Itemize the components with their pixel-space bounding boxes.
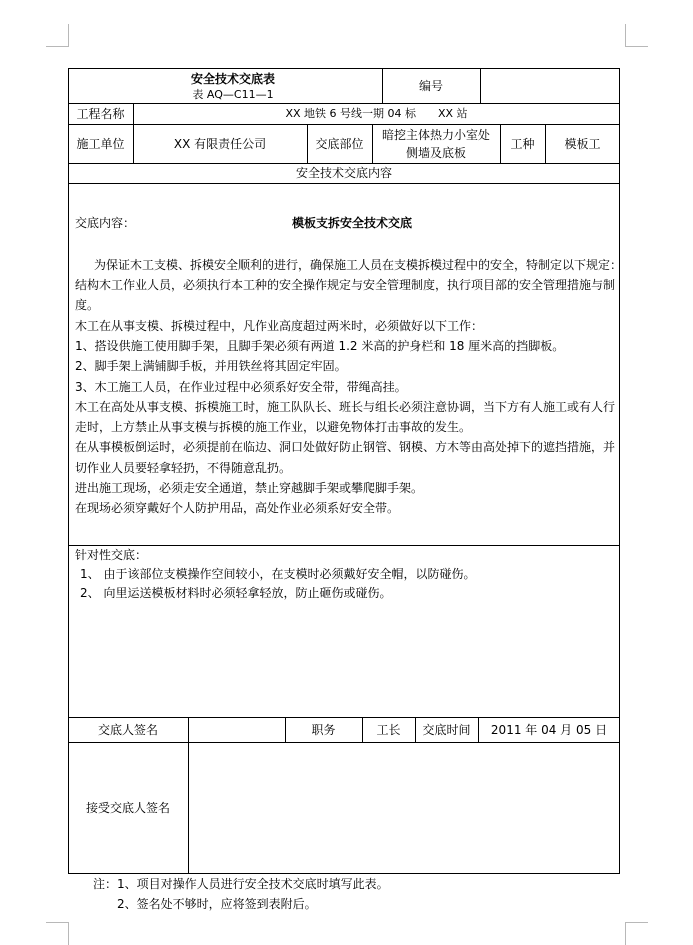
form-title: 安全技术交底表 bbox=[190, 72, 275, 86]
row-divider bbox=[68, 545, 620, 546]
unit-label: 施工单位 bbox=[76, 137, 125, 151]
note-line-1: 注：1、项目对操作人员进行安全技术交底时填写此表。 bbox=[93, 877, 389, 891]
content-line: 2、脚手架上满铺脚手板，并用铁丝将其固定牢固。 bbox=[75, 359, 347, 373]
crop-mark-top-left bbox=[46, 24, 69, 47]
row-divider bbox=[68, 163, 620, 164]
col-divider bbox=[480, 68, 481, 103]
content-line: 在从事模板倒运时，必须提前在临边、洞口处做好防止钢管、钢模、方木等由高处掉下的遮挡措施，并 bbox=[75, 440, 616, 454]
row-divider bbox=[68, 717, 620, 718]
content-line: 在现场必须穿戴好个人防护用品，高处作业必须系好安全带。 bbox=[75, 501, 400, 515]
col-divider bbox=[188, 717, 189, 874]
content-line: 1、搭设供施工使用脚手架，且脚手架必须有两道 1.2 米高的护身栏和 18 厘米高的挡脚板。 bbox=[75, 339, 565, 353]
time-value: 2011 年 04 月 05 日 bbox=[490, 723, 608, 737]
position-label: 职务 bbox=[311, 723, 336, 737]
position-value: 工长 bbox=[376, 723, 401, 737]
targeted-item: 2、 向里运送模板材料时必须轻拿轻放，防止砸伤或碰伤。 bbox=[80, 586, 392, 600]
time-label: 交底时间 bbox=[422, 723, 471, 737]
giver-signature-label: 交底人签名 bbox=[97, 723, 158, 737]
content-line: 木工在高处从事支模、拆模施工时，施工队队长、班长与组长必须注意协调，当下方有人施工或有人行 bbox=[75, 400, 616, 414]
content-line: 木工在从事支模、拆模过程中，凡作业高度超过两米时，必须做好以下工作： bbox=[75, 319, 484, 333]
row-divider bbox=[68, 183, 620, 184]
unit-value: XX 有限责任公司 bbox=[173, 137, 267, 151]
content-line: 切作业人员要轻拿轻扔，不得随意乱扔。 bbox=[75, 461, 292, 475]
content-line: 进出施工现场，必须走安全通道，禁止穿越脚手架或攀爬脚手架。 bbox=[75, 481, 424, 495]
content-line: 结构木工作业人员，必须执行本工种的安全操作规定与安全管理制度，执行项目部的安全管理措施与制 bbox=[75, 278, 616, 292]
content-heading: 模板支拆安全技术交底 bbox=[292, 216, 413, 230]
trade-label: 工种 bbox=[510, 137, 535, 151]
targeted-item: 1、 由于该部位支模操作空间较小，在支模时必须戴好安全帽，以防碰伤。 bbox=[80, 567, 476, 581]
note-line-2: 2、签名处不够时，应将签到表附后。 bbox=[117, 897, 317, 911]
content-line: 为保证木工支模、拆模安全顺利的进行，确保施工人员在支模拆模过程中的安全，特制定以下规定： bbox=[94, 258, 623, 272]
receiver-signature-label: 接受交底人签名 bbox=[85, 801, 170, 815]
part-value-line2: 侧墙及底板 bbox=[405, 146, 466, 160]
project-name-label: 工程名称 bbox=[76, 107, 125, 121]
row-divider bbox=[68, 103, 620, 104]
content-line: 度。 bbox=[75, 298, 100, 312]
content-label: 交底内容： bbox=[75, 216, 136, 230]
crop-mark-bottom-right bbox=[625, 922, 648, 945]
row-divider bbox=[68, 742, 620, 743]
content-section-header: 安全技术交底内容 bbox=[295, 166, 392, 180]
part-value-line1: 暗挖主体热力小室处 bbox=[381, 128, 490, 142]
trade-value: 模板工 bbox=[564, 137, 601, 151]
crop-mark-top-right bbox=[625, 24, 648, 47]
number-label: 编号 bbox=[418, 79, 443, 93]
targeted-label: 针对性交底： bbox=[75, 548, 148, 562]
row-divider bbox=[68, 124, 620, 125]
part-label: 交底部位 bbox=[315, 137, 364, 151]
content-line: 3、木工施工人员，在作业过程中必须系好安全带，带绳高挂。 bbox=[75, 380, 407, 394]
project-name-value: XX 地铁 6 号线一期 04 标 XX 站 bbox=[285, 107, 468, 120]
crop-mark-bottom-left bbox=[46, 922, 69, 945]
form-code: 表 AQ—C11—1 bbox=[192, 88, 274, 101]
content-line: 走时，上方禁止从事支模与拆模的施工作业，以避免物体打击事故的发生。 bbox=[75, 420, 472, 434]
